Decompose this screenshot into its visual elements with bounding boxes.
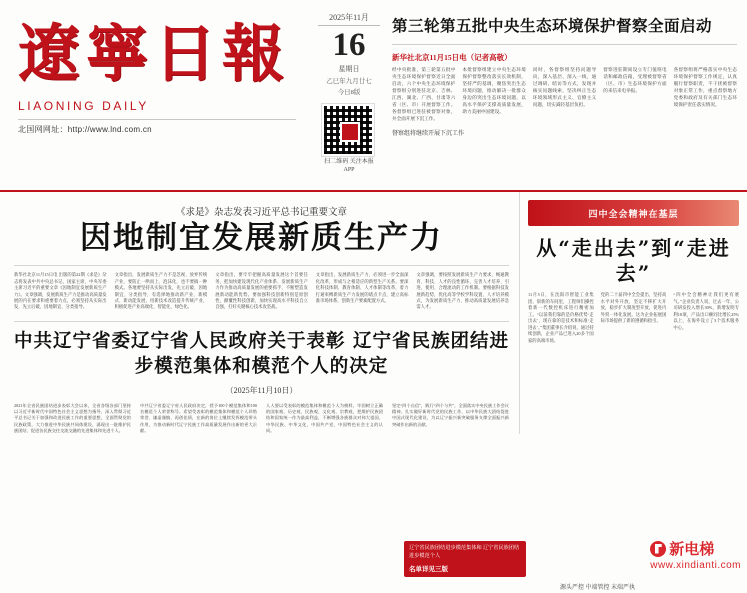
masthead xyxy=(0,0,747,192)
date-day: 16 xyxy=(332,27,366,63)
watermark-url: www.xindianti.com xyxy=(650,560,741,571)
qr-code-icon[interactable] xyxy=(322,104,374,156)
lead-col-4: 督察进驻期间设立专门值班电话和邮政信箱，受理被督察省（区、市）生态环境保护方面的来信来电举报。 xyxy=(603,67,667,93)
masthead-divider xyxy=(18,119,296,120)
brand-badge-icon xyxy=(650,541,666,557)
masthead-logo xyxy=(18,18,308,135)
right-column xyxy=(520,192,747,434)
decision-body xyxy=(14,403,509,434)
lead-footer: 督察组将继续开展下沉工作 xyxy=(392,130,465,137)
main-col-4: 文章指出，发展新质生产力，必须进一步全面深化改革，形成与之相适应的新型生产关系。要深化科技体制、教育体制、人才体制等改革，着力打通束缚新质生产力发展的堵点卡点，建立高标准市场体系，创新生产要素配置方式。 xyxy=(315,272,409,303)
paper-name-cn: 遼寧日報 xyxy=(18,17,291,90)
decision-article xyxy=(14,321,509,434)
page-body xyxy=(0,192,747,434)
qr-code-caption: 扫二维码 关注本报APP xyxy=(324,159,374,174)
page-count: 今日8版 xyxy=(337,88,361,96)
lead-col-2: 本批督察组建立中央生态环境保护督察整改落实长效机制，坚持严的基调，聚焦突出生态环境问题，推动解决一批群众身边的突出生态环境问题，以高水平保护支撑高质量发展，助力美丽中国建设。 xyxy=(462,67,526,114)
decision-col-1: 2021年全省民族团结进步表彰大会以来，全省各级各部门坚持以习近平新时代中国特色社会主义思想为指导，深入贯彻习近平总书记关于加强和改进民族工作的重要思想，全面贯彻党的民族政策，大力推进中华民族共同体建设，涌现出一批维护民族团结、促进各民族交往交流交融的先进集体和先进个人。 xyxy=(14,402,131,433)
award-box-line1: 辽宁省民族团结进步模范集体和 辽宁省民族团结进步模范个人 xyxy=(409,545,520,559)
lead-article xyxy=(392,14,737,137)
main-col-1: 新华社北京11月15日电 出版的第22期《求是》杂志将发表中共中央总书记、国家主席、中央军委主席习近平的重要文章《因地制宜发展新质生产力》。文章强调，发展新质生产力是推动高质量发展的内在要求和重要着力点，必须坚持从实际出发，先立后破、因地制宜、分类指导。 xyxy=(14,272,107,310)
lead-col-3: 同时，各督察组坚持问题导向，深入基层、深入一线，通过调研、暗访等方式，发现并核实问题线索，坚决纠正生态环境领域形式主义、官僚主义问题，切实减轻基层负担。 xyxy=(532,67,597,107)
watermark xyxy=(650,538,741,571)
rule-1 xyxy=(14,265,509,266)
date-lunar: 乙巳年九月廿七 xyxy=(326,77,372,85)
date-block xyxy=(318,12,380,96)
decision-col-2: 中共辽宁省委辽宁省人民政府决定，授予100个模范集体和100名模范个人荣誉称号。希望受表彰的模范集体和模范个人珍惜荣誉、谦虚谨慎、再创佳绩，在新的岗位上继续发挥模范带头作用，为推动新时代辽宁民族工作高质量发展作出新的更大贡献。 xyxy=(140,402,257,433)
award-name-box xyxy=(404,541,526,577)
main-col-2: 文章指出，发展新质生产力不是忽视、放弃传统产业，要防止一哄而上、泡沫化，也不要搞一种模式。各地要坚持从实际出发，先立后破、因地制宜、分类指导，有选择地推动新产业、新模式、新动能发展，用新技术改造提升传统产业，积极促进产业高端化、智能化、绿色化。 xyxy=(114,272,208,310)
qr-code-block[interactable] xyxy=(322,104,376,175)
decision-date: （2025年11月10日） xyxy=(225,385,298,395)
paper-website: 北国网网址：http://www.lnd.com.cn xyxy=(18,125,152,135)
award-box-line2: 名单详见三版 xyxy=(409,566,448,574)
main-col-5: 文章强调，要按照发展新质生产力要求，畅通教育、科技、人才的良性循环，完善人才培养、引进、使用、合理流动的工作机制。要根据科技发展新趋势，优化高等学校学科设置、人才培养模式，为发展新质生产力、推动高质量发展培养急需人才。 xyxy=(416,272,509,310)
right-body xyxy=(528,292,739,344)
main-body xyxy=(14,272,509,311)
watermark-name: 新电梯 xyxy=(669,540,715,558)
right-col-2: 党的二十届四中全会提出，坚持高水平对外开放，坚定不移扩大开放，稳步扩大制度型开放，促进内外贸一体化发展。这为企业拓展国际市场提供了新的遵循和指引。 xyxy=(600,292,667,324)
date-year-month: 2025年11月 xyxy=(318,12,380,26)
lead-body xyxy=(392,67,737,123)
lead-col-5: 各督察组将严格落实中央生态环境保护督察工作规定，认真履行督察职责，不干扰被督察对象正常工作，重点督察地方党委和政府及有关部门生态环境保护责任落实情况。 xyxy=(673,67,738,107)
right-footer: 源头严控 中端管控 末端严执 xyxy=(560,585,636,591)
main-col-3: 文章指出，要牢牢把握高质量发展这个首要任务，把加快建设现代化产业体系、发展新质生产力作为推动高质量发展的重要抓手，不断塑造发展新动能新优势。要加强科技创新特别是原创性、颠覆性科技创新，加快实现高水平科技自立自强，打好关键核心技术攻坚战。 xyxy=(215,272,308,310)
watermark-brand xyxy=(650,538,741,559)
decision-col-3: 人人要以受表彰的模范集体和模范个人为榜样，牢固树立正确的国家观、历史观、民族观、文化观、宗教观，把维护民族团结和国家统一作为最高利益，不断增强各族群众对伟大祖国、中华民族、中华文化、中国共产党、中国特色社会主义的认同。 xyxy=(266,402,383,433)
lead-headline: 第三轮第五批中央生态环境保护督察全面启动 xyxy=(392,14,737,45)
right-col-1: 11月5日，在沈阳市智能工业集团，崭新的车间里，工程师们操控着新一代数控机床进行精密加工。“以前我们靠的是价格优势‘走出去’，现在靠的是技术和标准‘走进去’。”集团董事长介绍说，通过持续创新，企业产品已进入20多个国家的高端市场。 xyxy=(528,292,594,343)
section-banner: 四中全会精神在基层 xyxy=(528,200,739,226)
lead-col-1: 经中央批准，第三轮第五批中央生态环境保护督察近日全面启动，六个中央生态环境保护督察组分别进驻北京、吉林、江西、湖北、广西、甘肃等六省（区、市）开展督察工作。各督察组已进驻被督察对象，并全面开展下沉工作。 xyxy=(392,67,456,121)
right-col-3: “四中全会精神让我们更有底气。”企业负责人说，过去一年，公司研发投入增长30%，新增发明专利18项，产品出口额同比增长25%以上，在海外设立了3个技术服务中心。 xyxy=(673,292,740,330)
paper-name-en: LIAONING DAILY xyxy=(18,99,149,114)
left-column xyxy=(0,192,520,434)
date-weekday: 星期日 xyxy=(338,64,360,73)
decision-col-4: 坚定“四个自信”，践行“四个与共”，全面落实中央民族工作会议精神，扎实做好新时代党的民族工作，以中华民族大团结促进中国式现代化建设，为以辽宁振兴新突破服务支撑全面振兴新突破作出新的贡献。 xyxy=(392,402,509,427)
lead-subhead: 新华社北京11月15日电（记者高敬） xyxy=(392,53,512,62)
main-headline: 因地制宜发展新质生产力 xyxy=(80,220,443,256)
right-headline: 从“走出去”到“走进去” xyxy=(536,236,731,285)
decision-title: 中共辽宁省委辽宁省人民政府关于表彰 辽宁省民族团结进步模范集体和模范个人的决定 xyxy=(14,330,509,377)
main-kicker: 《求是》杂志发表习近平总书记重要文章 xyxy=(175,208,347,218)
